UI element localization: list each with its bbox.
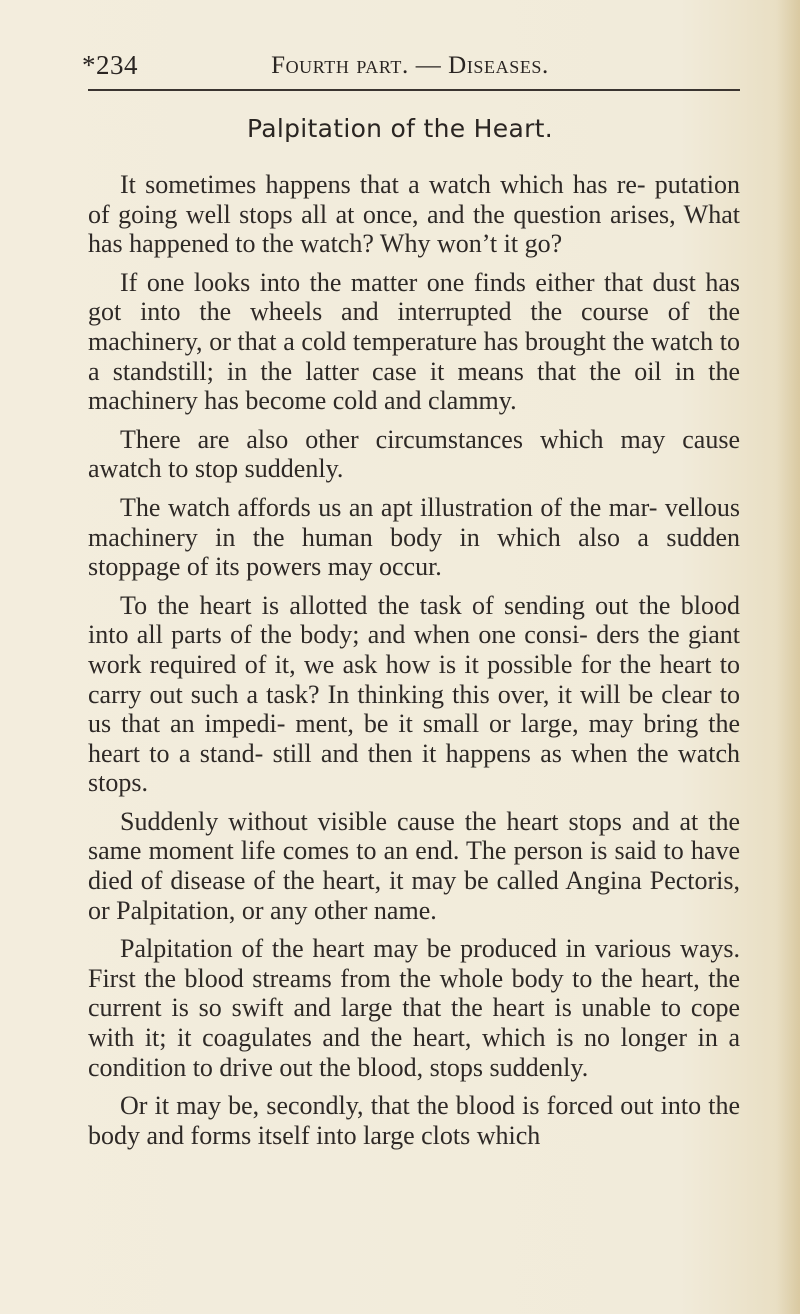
paragraph: There are also other circumstances which may cause awatch to stop suddenly. [88,424,740,484]
paragraph: To the heart is allotted the task of sending out the blood into all parts of the body; and when one consi- ders the giant work required of it, we ask how is it possible for the heart to carry out such a task? In thinking this over, it will be clear to us that an impedi- ment, be it small or large, may bring the heart to a stand- still and then it happens as when the watch stops. [88,590,740,798]
paragraph: It sometimes happens that a watch which has re- putation of going well stops all at once, and the question arises, What has happened to the watch? Why won’t it go? [88,170,740,259]
page-number: *234 [82,50,138,80]
paragraph: Palpitation of the heart may be produced in various ways. First the blood streams from the whole body to the heart, the current is so swift and large that the heart is unable to cope with it; it coagulates and the heart, which is no longer in a condition to drive out the blood, stops suddenly. [88,934,740,1082]
header-rule [88,89,740,91]
running-head [82,50,738,90]
body-text [88,170,740,1159]
paragraph: Or it may be, secondly, that the blood is forced out into the body and forms itself into large clots which [88,1091,740,1150]
chapter-title: Palpitation of the Heart. [246,114,554,143]
running-title: Fourth part. — Diseases. [271,52,549,79]
paragraph: The watch affords us an apt illustration of the mar- vellous machinery in the human body in which also a sudden stoppage of its powers may occur. [88,492,740,582]
paragraph: Suddenly without visible cause the heart stops and at the same moment life comes to an end. The person is said to have died of disease of the heart, it may be called Angina Pectoris, or Palpitation, or any other name. [88,806,740,925]
paragraph: If one looks into the matter one finds either that dust has got into the wheels and interrupted the course of the machinery, or that a cold temperature has brought the watch to a standstill; in the latter case it means that the oil in the machinery has become cold and clammy. [88,267,740,416]
